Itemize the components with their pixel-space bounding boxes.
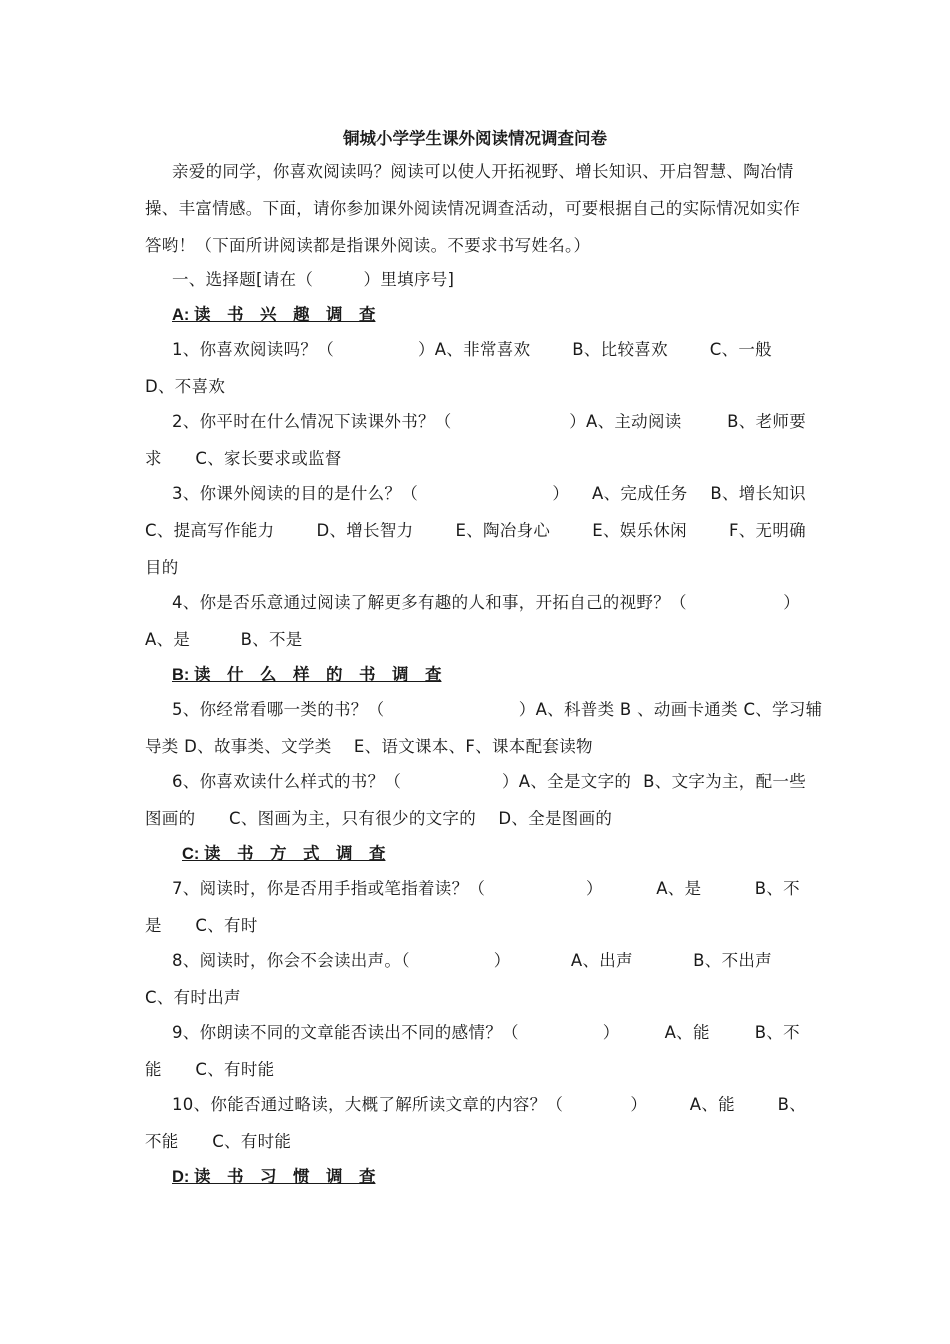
question-9-line-2: 能 C、有时能: [145, 1060, 275, 1079]
question-4-line-1: [172, 591, 800, 615]
question-1-line-1: [172, 338, 772, 362]
question-4-line-2: A、是 B、不是: [145, 630, 303, 649]
question-8-text: 8、阅读时，你会不会读出声。（ ）: [172, 951, 511, 970]
question-1-option-b: B、比较喜欢: [572, 340, 668, 359]
question-10-option-b: B、: [777, 1095, 806, 1114]
question-6-line-2: 图画的 C、图画为主，只有很少的文字的 D、全是图画的: [145, 809, 613, 828]
question-7-option-a: A、是: [656, 879, 702, 898]
question-9-option-b: B、不: [754, 1023, 800, 1042]
question-3-option-d: D、增长智力: [316, 521, 414, 540]
page-title: 铜城小学学生课外阅读情况调查问卷: [343, 129, 607, 148]
section-heading-d: D: 读 书 习 惯 调 查: [172, 1168, 376, 1186]
question-3-line-3: 目的: [145, 558, 179, 577]
question-9-option-a: A、能: [664, 1023, 710, 1042]
question-3-line-1: [172, 482, 806, 506]
question-10-line-2: 不能 C、有时能: [145, 1132, 292, 1151]
question-2-text: 2、你平时在什么情况下读课外书？（ ）A、主动阅读: [172, 412, 682, 431]
question-7-option-b: B、不: [754, 879, 800, 898]
intro-line-1: 亲爱的同学，你喜欢阅读吗？阅读可以使人开拓视野、增长知识、开启智慧、陶冶情: [172, 162, 794, 181]
question-1-text: 1、你喜欢阅读吗？（ ）A、非常喜欢: [172, 340, 531, 359]
section-heading-a: A: 读 书 兴 趣 调 查: [172, 306, 376, 324]
intro-line-3: 答哟！（下面所讲阅读都是指课外阅读。不要求书写姓名。）: [145, 236, 591, 255]
question-7-line-2: 是 C、有时: [145, 916, 258, 935]
question-5-line-2: 导类 D、故事类、文学类 E、语文课本、F、课本配套读物: [145, 737, 593, 756]
question-3-option-e2: E、娱乐休闲: [592, 521, 687, 540]
section-heading-b: B: 读 什 么 样 的 书 调 查: [172, 666, 442, 684]
question-3-text: 3、你课外阅读的目的是什么？（ ）: [172, 484, 570, 503]
question-3-line-2: [145, 519, 806, 543]
section-heading-c: C: 读 书 方 式 调 查: [182, 845, 386, 863]
question-10-line-1: [172, 1093, 806, 1117]
question-4-close-paren: ）: [783, 593, 800, 612]
question-6-text: 6、你喜欢读什么样式的书？（ ）A、全是文字的: [172, 772, 632, 791]
question-8-option-a: A、出声: [570, 951, 633, 970]
question-1-option-c: C、一般: [709, 340, 772, 359]
question-7-text: 7、阅读时，你是否用手指或笔指着读？（ ）: [172, 879, 603, 898]
question-9-text: 9、你朗读不同的文章能否读出不同的感情？（ ）: [172, 1023, 620, 1042]
question-3-option-e1: E、陶冶身心: [455, 521, 551, 540]
question-10-option-a: A、能: [689, 1095, 735, 1114]
question-2-option-b: B、老师要: [727, 412, 806, 431]
question-3-option-c: C、提高写作能力: [145, 521, 275, 540]
question-6-option-b: B、文字为主，配一些: [643, 772, 806, 791]
question-3-option-f: F、无明确: [728, 521, 806, 540]
question-8-line-1: [172, 949, 772, 973]
question-3-option-b: B、增长知识: [710, 484, 806, 503]
question-4-text: 4、你是否乐意通过阅读了解更多有趣的人和事，开拓自己的视野？（: [172, 593, 687, 612]
question-10-text: 10、你能否通过略读，大概了解所读文章的内容？（ ）: [172, 1095, 648, 1114]
intro-line-2: 操、丰富情感。下面，请你参加课外阅读情况调查活动，可要根据自己的实际情况如实作: [145, 199, 801, 218]
question-5-line-1: 5、你经常看哪一类的书？（ ）A、科普类 B 、动画卡通类 C、学习辅: [172, 700, 823, 719]
part-heading: 一、选择题[请在（ ）里填序号]: [172, 270, 455, 289]
question-6-line-1: [172, 770, 806, 794]
question-2-line-1: [172, 410, 806, 434]
question-1-line-2: D、不喜欢: [145, 377, 226, 396]
question-9-line-1: [172, 1021, 800, 1045]
question-2-line-2: 求 C、家长要求或监督: [145, 449, 342, 468]
question-7-line-1: [172, 877, 800, 901]
question-3-option-a: A、完成任务: [591, 484, 688, 503]
question-8-option-b: B、不出声: [693, 951, 772, 970]
question-8-line-2: C、有时出声: [145, 988, 241, 1007]
